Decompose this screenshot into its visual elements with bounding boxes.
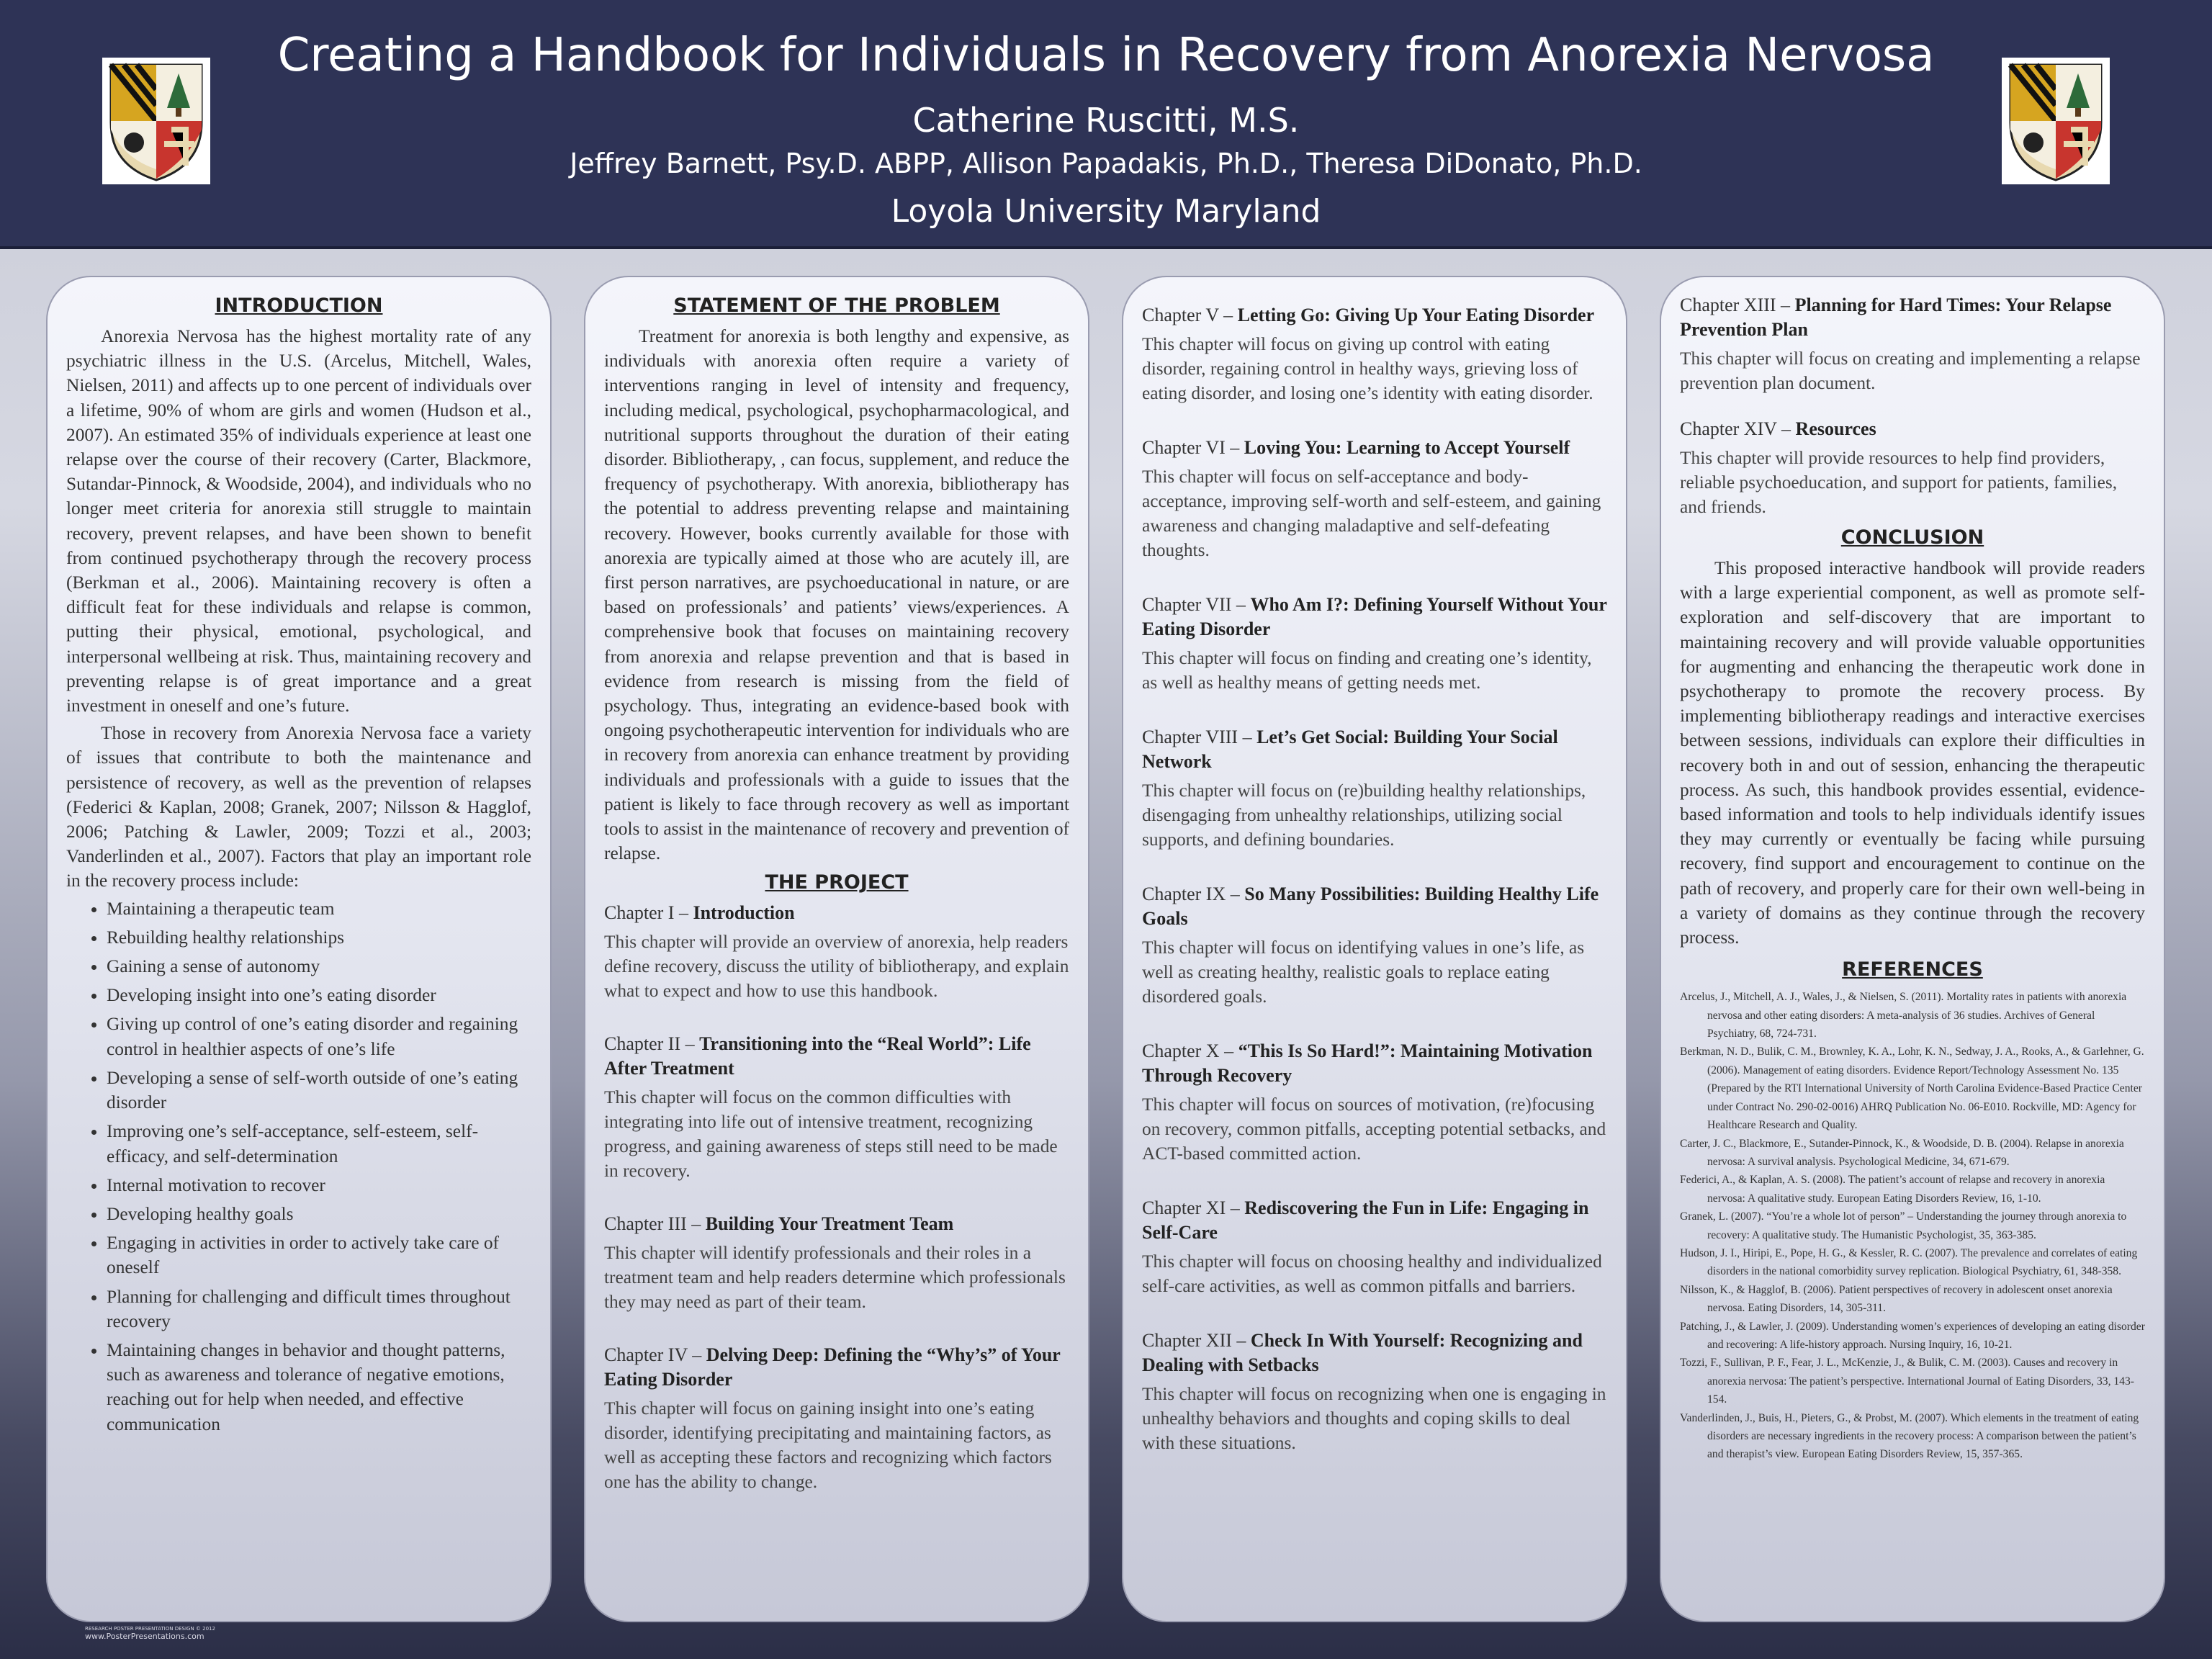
reference-item: Carter, J. C., Blackmore, E., Sutander-Pinnock, K., & Woodside, D. B. (2004). Relapse in anorexia nervosa: A survival analysis. Psychological Medicine, 34, 671-679. bbox=[1680, 1137, 2124, 1168]
chapter-entry bbox=[1142, 1039, 1607, 1166]
chapter-heading: Chapter IV – Delving Deep: Defining the “Why’s” of Your Eating Disorder bbox=[604, 1344, 1061, 1390]
university-crest-icon bbox=[2002, 58, 2110, 184]
chapter-entry bbox=[1142, 303, 1607, 405]
project-heading: THE PROJECT bbox=[765, 871, 909, 894]
list-item: • Engaging in activities in order to actively take care of oneself bbox=[107, 1231, 531, 1280]
reference-item: Granek, L. (2007). “You’re a whole lot of person” – Understanding the journey through anorexia to recovery: A qualitative study. The Humanistic Psychologist, 35, 363-385. bbox=[1680, 1210, 2127, 1241]
list-item: • Developing a sense of self-worth outside of one’s eating disorder bbox=[107, 1066, 531, 1115]
poster-footer bbox=[85, 1626, 215, 1641]
recovery-factors-list bbox=[66, 896, 531, 1437]
list-item: • Internal motivation to recover bbox=[107, 1173, 531, 1197]
chapter-entry bbox=[604, 1212, 1069, 1314]
poster-header bbox=[0, 0, 2212, 249]
conclusion-paragraph: This proposed interactive handbook will provide readers with a large experiential component, as well as promote self-exploration and self-discovery that are important to maintaining recovery and will provide valuable opportunities for augmenting and enhancing the therapeutic work done in psychotherapy to promote the recovery process. By implementing bibliotherapy readings and interactive exercises between sessions, individuals can explore their difficulties in recovery both in and out of session, enhancing the therapeutic process. As such, this handbook provides essential, evidence-based information and tools to help individuals identify issues they may currently or eventually be facing while pursuing recovery, find support and encouragement to continue on the path of recovery, and properly care for their own well-being in a variety of domains as they continue through the recovery process. bbox=[1680, 558, 2145, 948]
references-list bbox=[1680, 988, 2145, 1464]
list-item: • Gaining a sense of autonomy bbox=[107, 954, 531, 979]
chapter-entry bbox=[1142, 1196, 1607, 1298]
chapter-heading: Chapter II – Transitioning into the “Real World”: Life After Treatment bbox=[604, 1033, 1031, 1079]
conclusion-panel bbox=[1660, 276, 2165, 1622]
chapter-entry bbox=[604, 1032, 1069, 1183]
chapter-entry bbox=[604, 901, 1069, 1003]
author-name: Catherine Ruscitti, M.S. bbox=[912, 101, 1300, 140]
list-item: • Giving up control of one’s eating disorder and regaining control in healthier aspects of one’s life bbox=[107, 1012, 531, 1061]
list-item: • Maintaining changes in behavior and thought patterns, such as awareness and tolerance of negative emotions, reaching out for help when needed, and effective communication bbox=[107, 1338, 531, 1437]
reference-item: Hudson, J. I., Hiripi, E., Pope, H. G., & Kessler, R. C. (2007). The prevalence and correlates of eating disorders in the national comorbidity survey replication. Biological Psychiatry, 61, 348-358. bbox=[1680, 1246, 2138, 1278]
chapter-heading: Chapter I – Introduction bbox=[604, 902, 795, 924]
chapter-heading: Chapter XI – Rediscovering the Fun in Life: Engaging in Self-Care bbox=[1142, 1197, 1589, 1243]
chapter-description: This chapter will focus on creating and implementing a relapse prevention plan document. bbox=[1680, 349, 2141, 393]
chapters-panel bbox=[1122, 276, 1627, 1622]
chapter-entry bbox=[1142, 725, 1607, 852]
problem-heading: STATEMENT OF THE PROBLEM bbox=[673, 295, 1000, 317]
institution: Loyola University Maryland bbox=[891, 193, 1321, 230]
chapter-heading: Chapter X – “This Is So Hard!”: Maintaining Motivation Through Recovery bbox=[1142, 1040, 1593, 1086]
reference-item: Berkman, N. D., Bulik, C. M., Brownley, K. A., Lohr, K. N., Sedway, J. A., Rooks, A., & Garlehner, G. (2006). Management of eating disorders. Evidence Report/Technology Assessment No. 135 (Prepared by the RTI International University of North Carolina Evidence-Based Practice Center under Contract No. 290-02-0016) AHRQ Publication No. 06-E010. Rockville, MD: Agency for Healthcare Research and Quality. bbox=[1680, 1046, 2144, 1132]
footer-credit: RESEARCH POSTER PRESENTATION DESIGN © 2012 bbox=[85, 1626, 215, 1632]
chapter-entry bbox=[1680, 293, 2145, 395]
problem-project-panel bbox=[584, 276, 1089, 1622]
list-item: • Developing healthy goals bbox=[107, 1202, 531, 1226]
chapter-entry bbox=[1680, 417, 2145, 519]
reference-item: Tozzi, F., Sullivan, P. F., Fear, J. L., McKenzie, J., & Bulik, C. M. (2003). Causes and recovery in anorexia nervosa: The patient’s perspective. International Journal of Eating Disorders, 33, 143-154. bbox=[1680, 1357, 2134, 1406]
chapter-entry bbox=[1142, 436, 1607, 562]
list-item: • Rebuilding healthy relationships bbox=[107, 925, 531, 950]
introduction-paragraph: Those in recovery from Anorexia Nervosa face a variety of issues that contribute to both the maintenance and persistence of recovery, as well as the prevention of relapses (Federici & Kaplan, 2008; Granek, 2007; Nilsson & Hagglof, 2006; Patching & Lawler, 2009; Tozzi et al., 2003; Vanderlinden et al., 2007). Factors that play an important role in the recovery process include: bbox=[66, 723, 531, 891]
chapter-heading: Chapter XII – Check In With Yourself: Recognizing and Dealing with Setbacks bbox=[1142, 1330, 1583, 1375]
chapter-description: This chapter will provide resources to help find providers, reliable psychoeducation, and support for patients, families, and friends. bbox=[1680, 448, 2118, 517]
chapter-description: This chapter will focus on sources of motivation, (re)focusing on recovery, common pitfalls, accepting potential setbacks, and ACT-based committed action. bbox=[1142, 1094, 1606, 1164]
reference-item: Patching, J., & Lawler, J. (2009). Understanding women’s experiences of developing an eating disorder and recovering: A life-history approach. Nursing Inquiry, 16, 10-21. bbox=[1680, 1320, 2145, 1351]
footer-site-link[interactable]: www.PosterPresentations.com bbox=[85, 1632, 204, 1641]
chapter-heading: Chapter III – Building Your Treatment Team bbox=[604, 1213, 954, 1235]
chapter-heading: Chapter VII – Who Am I?: Defining Yourself Without Your Eating Disorder bbox=[1142, 594, 1607, 639]
chapter-heading: Chapter IX – So Many Possibilities: Building Healthy Life Goals bbox=[1142, 884, 1599, 929]
conclusion-heading: CONCLUSION bbox=[1840, 526, 1984, 549]
reference-item: Nilsson, K., & Hagglof, B. (2006). Patient perspectives of recovery in adolescent onset anorexia nervosa. Eating Disorders, 14, 305-311. bbox=[1680, 1283, 2113, 1315]
introduction-heading: INTRODUCTION bbox=[215, 295, 383, 317]
chapter-description: This chapter will focus on identifying values in one’s life, as well as creating healthy, realistic goals to replace eating disordered goals. bbox=[1142, 938, 1585, 1007]
poster-title: Creating a Handbook for Individuals in Recovery from Anorexia Nervosa bbox=[277, 29, 1935, 82]
chapter-description: This chapter will focus on finding and creating one’s identity, as well as healthy means of getting needs met. bbox=[1142, 648, 1592, 693]
list-item: • Improving one’s self-acceptance, self-esteem, self-efficacy, and self-determination bbox=[107, 1119, 531, 1168]
chapter-description: This chapter will provide an overview of anorexia, help readers define recovery, discuss the utility of bibliotherapy, and explain what to expect and how to use this handbook. bbox=[604, 932, 1069, 1002]
introduction-paragraph: Anorexia Nervosa has the highest mortality rate of any psychiatric illness in the U.S. (Arcelus, Mitchell, Wales, Nielsen, 2011) and affects up to one percent of individuals over a lifetime, 90% of whom are girls and women (Hudson et al., 2007). An estimated 35% of individuals experience at least one relapse over the course of their recovery (Carter, Blackmore, Sutandar-Pinnock, & Woodside, 2004), and individuals who no longer meet criteria for anorexia still struggle to maintain recovery, prevent relapses, and have been shown to benefit from continued psychotherapy through the recovery process (Berkman et al., 2006). Maintaining recovery is often a difficult feat for these individuals and relapse is common, putting their physical, emotional, psychological, and interpersonal wellbeing at risk. Thus, maintaining recovery and preventing relapse is of great importance and a great investment in oneself and one’s future. bbox=[66, 326, 531, 716]
chapter-entry bbox=[1142, 593, 1607, 695]
chapter-heading: Chapter V – Letting Go: Giving Up Your Eating Disorder bbox=[1142, 305, 1595, 325]
chapter-entry bbox=[604, 1343, 1069, 1494]
reference-item: Federici, A., & Kaplan, A. S. (2008). The patient’s account of relapse and recovery in anorexia nervosa: A qualitative study. European Eating Disorders Review, 16, 1-10. bbox=[1680, 1174, 2105, 1205]
list-item: • Developing insight into one’s eating disorder bbox=[107, 983, 531, 1007]
chapter-heading: Chapter VIII – Let’s Get Social: Building Your Social Network bbox=[1142, 727, 1558, 772]
reference-item: Vanderlinden, J., Buis, H., Pieters, G., & Probst, M. (2007). Which elements in the treatment of eating disorders are necessary ingredients in the recovery process: A comparison between the patient’s and therapist’s view. European Eating Disorders Review, 15, 357-365. bbox=[1680, 1411, 2139, 1461]
coauthors: Jeffrey Barnett, Psy.D. ABPP, Allison Papadakis, Ph.D., Theresa DiDonato, Ph.D. bbox=[570, 148, 1642, 179]
chapter-heading: Chapter XIII – Planning for Hard Times: Your Relapse Prevention Plan bbox=[1680, 295, 2112, 340]
chapter-description: This chapter will identify professionals and their roles in a treatment team and help readers determine which professionals they may need as part of their team. bbox=[604, 1243, 1066, 1313]
chapter-description: This chapter will focus on (re)building healthy relationships, disengaging from unhealthy relationships, utilizing social supports, and defining boundaries. bbox=[1142, 781, 1586, 850]
references-heading: REFERENCES bbox=[1842, 958, 1983, 981]
chapter-heading: Chapter XIV – Resources bbox=[1680, 418, 1876, 439]
chapter-description: This chapter will focus on the common difficulties with integrating into life out of intensive treatment, recognizing progress, and gaining awareness of steps still need to be made in recovery. bbox=[604, 1087, 1058, 1182]
chapter-description: This chapter will focus on recognizing when one is engaging in unhealthy behaviors and thoughts and coping skills to deal with these situations. bbox=[1142, 1384, 1606, 1453]
problem-paragraph: Treatment for anorexia is both lengthy and expensive, as individuals with anorexia often require a variety of interventions ranging in level of intensity and frequency, including medical, psychological, psychopharmacological, and nutritional supports throughout the duration of their eating disorder. Bibliotherapy, , can focus, supplement, and reduce the frequency of psychotherapy. With anorexia, bibliotherapy has the potential to address preventing relapse and maintaining recovery. However, books currently available for those with anorexia are typically aimed at those who are acutely ill, are first person narratives, are psychoeducational in nature, or are based on professionals’ and patients’ views/experiences. A comprehensive book that focuses on maintaining recovery from anorexia and relapse prevention and that is based in evidence from research is missing from the field of psychology. Thus, integrating an evidence-based book with ongoing psychotherapeutic intervention for individuals who are in recovery from anorexia can enhance treatment by providing individuals and professionals with a guide to issues that the patient is likely to face through recovery as well as important tools to assist in the maintenance of recovery and prevention of relapse. bbox=[604, 326, 1069, 864]
chapter-description: This chapter will focus on gaining insight into one’s eating disorder, identifying precipitating and maintaining factors, as well as accepting these factors and recognizing which factors one has the ability to change. bbox=[604, 1398, 1052, 1493]
chapter-description: This chapter will focus on giving up control with eating disorder, regaining control in healthy ways, grieving loss of eating disorder, and losing one’s identity with eating disorder. bbox=[1142, 334, 1593, 403]
chapter-description: This chapter will focus on choosing healthy and individualized self-care activities, as well as common pitfalls and barriers. bbox=[1142, 1251, 1602, 1296]
reference-item: Arcelus, J., Mitchell, A. J., Wales, J., & Nielsen, S. (2011). Mortality rates in patients with anorexia nervosa and other eating disorders: A meta-analysis of 36 studies. Archives of General Psychiatry, 68, 724-731. bbox=[1680, 991, 2127, 1040]
chapter-entry bbox=[1142, 882, 1607, 1009]
chapter-heading: Chapter VI – Loving You: Learning to Accept Yourself bbox=[1142, 437, 1570, 458]
introduction-panel bbox=[46, 276, 552, 1622]
list-item: • Planning for challenging and difficult times throughout recovery bbox=[107, 1285, 531, 1334]
chapter-entry bbox=[1142, 1328, 1607, 1455]
list-item: • Maintaining a therapeutic team bbox=[107, 896, 531, 921]
chapter-description: This chapter will focus on self-acceptance and body-acceptance, improving self-worth and self-esteem, and gaining awareness and changing maladaptive and self-defeating thoughts. bbox=[1142, 467, 1601, 560]
